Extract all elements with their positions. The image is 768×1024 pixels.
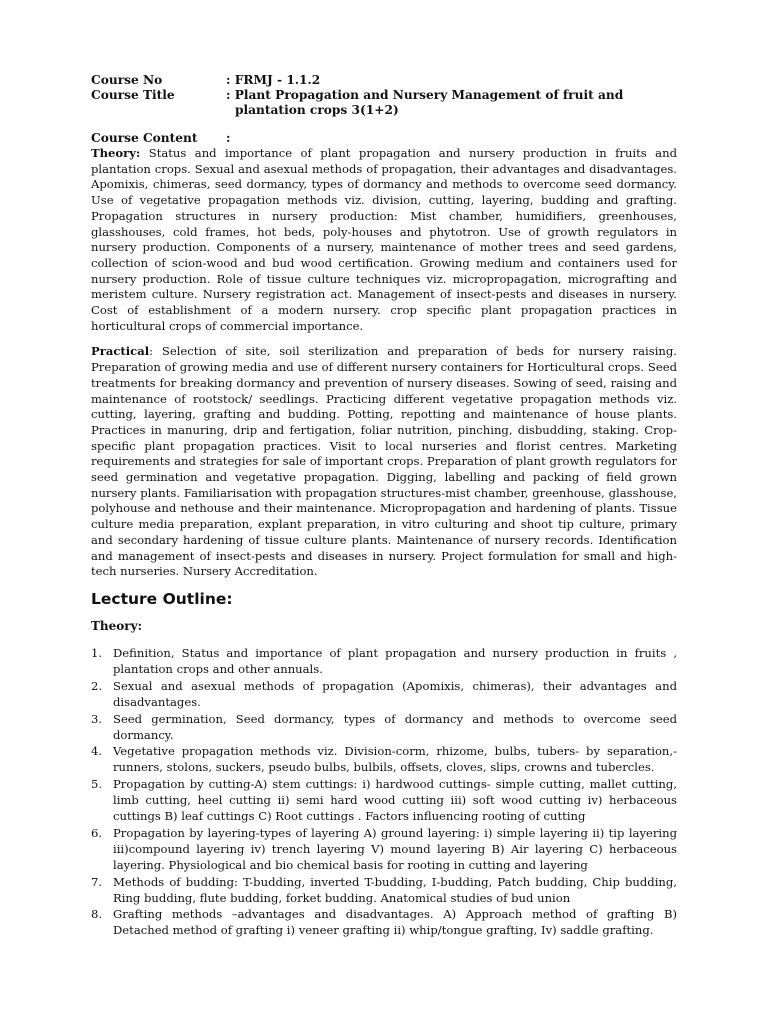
list-item-number: 7.: [91, 874, 103, 889]
list-item-number: 4.: [91, 744, 103, 759]
list-item: [91, 646, 677, 678]
lecture-outline-list: [91, 646, 677, 939]
list-item-number: 6.: [91, 825, 103, 840]
list-item-number: 2.: [91, 678, 103, 693]
outline-theory-label: Theory:: [91, 618, 143, 633]
list-item-text: Definition, Status and importance of plant propagation and nursery production in fruits , plantation crops and other annuals.: [113, 645, 677, 676]
practical-paragraph: [91, 344, 677, 580]
course-content-colon: :: [226, 131, 231, 145]
theory-label: Theory:: [91, 146, 141, 160]
course-title-line2: plantation crops 3(1+2): [235, 103, 399, 117]
practical-text: : Selection of site, soil sterilization and preparation of beds for nursery raising. Preparation of growing media and use of different nursery containers for Horticultural crops. Seed treatments for breaking dormancy and prevention of nursery diseases. Sowing of seed, raising and maintenance of rootstock/ seedlings. Practicing different vegetative propagation methods viz. cutting, layering, grafting and budding. Potting, repotting and maintenance of house plants. Practices in manuring, drip and fertigation, foliar nutrition, pinching, disbudding, staking. Crop-specific plant propagation practices. Visit to local nurseries and florist centres. Marketing requirements and strategies for sale of important crops. Preparation of plant growth regulators for seed germination and vegetative propagation. Digging, labelling and packing of field grown nursery plants. Familiarisation with propagation structures-mist chamber, greenhouse, glasshouse, polyhouse and nethouse and their maintenance. Micropropagation and hardening of plants. Tissue culture media preparation, explant preparation, in vitro culturing and shoot tip culture, primary and secondary hardening of tissue culture plants. Maintenance of nursery records. Identification and management of insect-pests and diseases in nursery. Project formulation for small and high-tech nurseries. Nursery Accreditation.: [91, 344, 677, 579]
theory-text: Status and importance of plant propagation and nursery production in fruits and plantation crops. Sexual and asexual methods of propagation, their advantages and disadvantages. Apomixis, chimeras, seed dormancy, types of dormancy and methods to overcome seed dormancy. Use of vegetative propagation methods viz. division, cutting, layering, budding and grafting. Propagation structures in nursery production: Mist chamber, humidifiers, greenhouses, glasshouses, cold frames, hot beds, poly-houses and phytotron. Use of growth regulators in nursery production. Components of a nursery, maintenance of mother trees and seed gardens, collection of scion-wood and bud wood certification. Growing medium and containers used for nursery production. Role of tissue culture techniques viz. micropropagation, micrografting and meristem culture. Nursery registration act. Management of insect-pests and diseases in nursery. Cost of establishment of a modern nursery. crop specific plant propagation practices in horticultural crops of commercial importance.: [91, 146, 677, 333]
list-item: [91, 744, 677, 776]
course-content-label: Course Content: [91, 131, 198, 145]
course-title-label: Course Title: [91, 88, 175, 102]
list-item-text: Seed germination, Seed dormancy, types of dormancy and methods to overcome seed dormancy.: [113, 711, 677, 742]
theory-paragraph: [91, 146, 677, 334]
course-title-line1: : Plant Propagation and Nursery Management of fruit and: [226, 88, 624, 102]
list-item-text: Sexual and asexual methods of propagation (Apomixis, chimeras), their advantages and disadvantages.: [113, 678, 677, 709]
list-item-number: 1.: [91, 645, 103, 660]
list-item-text: Vegetative propagation methods viz. Division-corm, rhizome, bulbs, tubers- by separation,- runners, stolons, suckers, pseudo bulbs, bulbils, offsets, cloves, slips, crowns and tubercles.: [113, 744, 677, 775]
course-content-row: [91, 131, 677, 146]
list-item: [91, 875, 677, 907]
list-item-text: Grafting methods –advantages and disadvantages. A) Approach method of grafting B) Detached method of grafting i) veneer grafting ii) whip/tongue grafting, Iv) saddle grafting.: [113, 907, 677, 938]
list-item-number: 5.: [91, 777, 103, 792]
list-item-text: Propagation by layering-types of layering A) ground layering: i) simple layering ii) tip layering iii)compound layering iv) trench layering V) mound layering B) Air layering C) herbaceous layering. Physiological and bio chemical basis for rooting in cutting and layering: [113, 825, 677, 872]
list-item-text: Propagation by cutting-A) stem cuttings: i) hardwood cuttings- simple cutting, mallet cutting, limb cutting, heel cutting ii) semi hard wood cutting iii) soft wood cutting iv) herbaceous cuttings B) leaf cuttings C) Root cuttings . Factors influencing rooting of cutting: [113, 777, 677, 824]
course-no-label: Course No: [91, 73, 163, 87]
list-item: [91, 777, 677, 825]
course-title-value: [226, 88, 677, 118]
document-page: [91, 73, 677, 940]
list-item-number: 3.: [91, 711, 103, 726]
practical-label: Practical: [91, 344, 150, 359]
lecture-outline-heading: Lecture Outline:: [91, 589, 233, 608]
list-item: [91, 712, 677, 744]
list-item: [91, 907, 677, 939]
list-item-text: Methods of budding: T-budding, inverted T-budding, I-budding, Patch budding, Chip budding, Ring budding, flute budding, forket budding. Anatomical studies of bud union: [113, 874, 677, 905]
list-item: [91, 826, 677, 874]
list-item-number: 8.: [91, 907, 103, 922]
course-no-value: : FRMJ - 1.1.2: [226, 73, 321, 87]
list-item: [91, 679, 677, 711]
course-no-row: [91, 73, 677, 88]
course-title-row: [91, 88, 677, 118]
